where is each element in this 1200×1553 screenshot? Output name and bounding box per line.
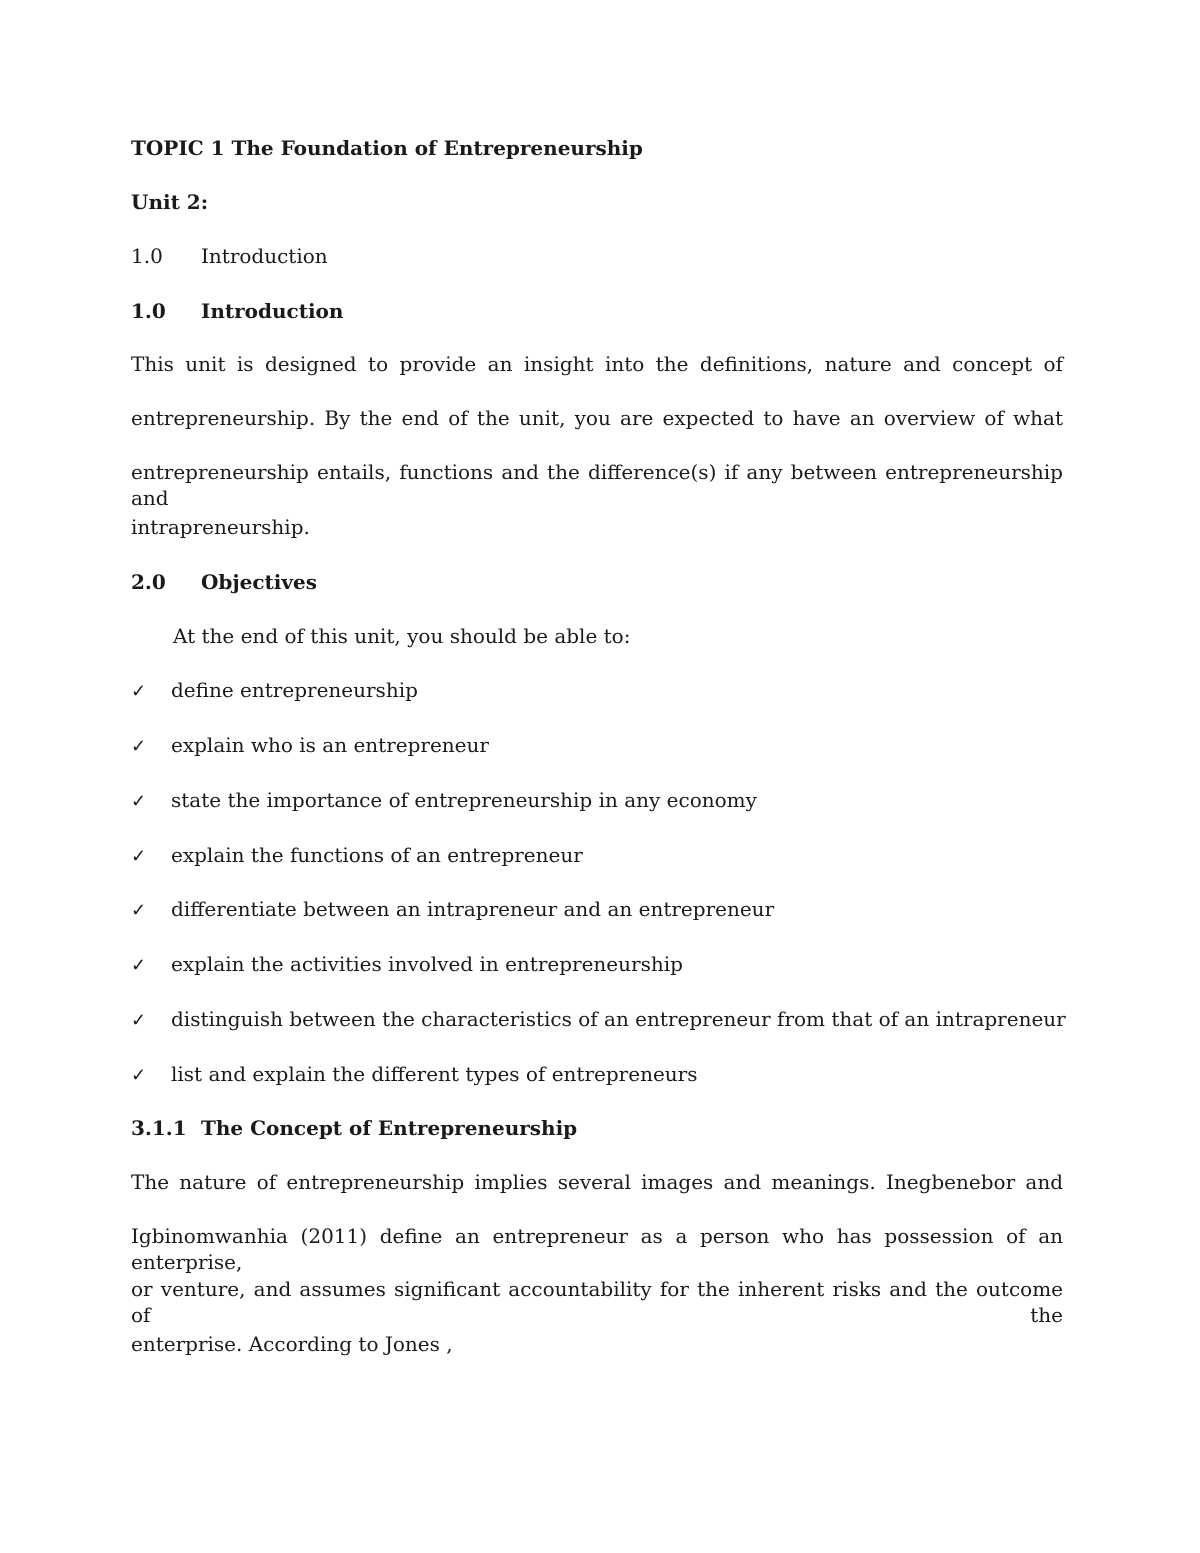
objective-item <box>131 732 489 760</box>
introduction-line: entrepreneurship entails, functions and the difference(s) if any between entrepreneurship and <box>131 460 1063 510</box>
check-bullet-icon: ✓ <box>131 1010 147 1031</box>
objective-item <box>131 896 774 924</box>
toc-label: Introduction <box>201 244 328 268</box>
toc-number: 1.0 <box>131 244 163 268</box>
concept-line: or venture, and assumes significant accountability for the inherent risks and the outcome of the <box>131 1277 1063 1327</box>
check-bullet-icon: ✓ <box>131 791 147 812</box>
check-bullet-icon: ✓ <box>131 1065 147 1086</box>
objectives-heading <box>131 569 1063 595</box>
concept-line: The nature of entrepreneurship implies several images and meanings. Inegbenebor and <box>131 1170 1063 1194</box>
objective-item <box>131 1006 1066 1034</box>
introduction-heading <box>131 298 1063 324</box>
check-bullet-icon: ✓ <box>131 681 147 702</box>
topic-title: TOPIC 1 The Foundation of Entrepreneurship <box>131 136 643 160</box>
introduction-line: entrepreneurship. By the end of the unit, you are expected to have an overview of what <box>131 406 1063 430</box>
objective-text: explain who is an entrepreneur <box>171 733 489 757</box>
check-bullet-icon: ✓ <box>131 900 147 921</box>
objective-item <box>131 842 583 870</box>
unit-label: Unit 2: <box>131 190 209 214</box>
check-bullet-icon: ✓ <box>131 736 147 757</box>
objectives-intro: At the end of this unit, you should be able to: <box>173 624 631 648</box>
objective-item <box>131 787 757 815</box>
introduction-line: This unit is designed to provide an insight into the definitions, nature and concept of <box>131 352 1063 376</box>
section-number: 1.0 <box>131 299 166 323</box>
objective-text: list and explain the different types of entrepreneurs <box>171 1062 698 1086</box>
section-title: The Concept of Entrepreneurship <box>201 1116 578 1140</box>
concept-heading <box>131 1115 1063 1141</box>
objective-item <box>131 1061 697 1089</box>
concept-line: enterprise. According to Jones , <box>131 1332 453 1356</box>
objective-text: state the importance of entrepreneurship in any economy <box>171 788 757 812</box>
objective-item <box>131 951 683 979</box>
objective-text: explain the functions of an entrepreneur <box>171 843 583 867</box>
concept-line: Igbinomwanhia (2011) define an entrepreneur as a person who has possession of an enterprise, <box>131 1224 1063 1274</box>
objective-item <box>131 677 418 705</box>
objective-text: explain the activities involved in entrepreneurship <box>171 952 683 976</box>
toc-entry <box>131 243 1063 269</box>
objective-text: differentiate between an intrapreneur and an entrepreneur <box>171 897 775 921</box>
section-number: 3.1.1 <box>131 1116 187 1140</box>
check-bullet-icon: ✓ <box>131 846 147 867</box>
section-title: Objectives <box>201 570 317 594</box>
objective-text: distinguish between the characteristics of an entrepreneur from that of an intrapreneur <box>171 1007 1066 1031</box>
introduction-line: intrapreneurship. <box>131 515 310 539</box>
check-bullet-icon: ✓ <box>131 955 147 976</box>
section-number: 2.0 <box>131 570 166 594</box>
section-title: Introduction <box>201 299 344 323</box>
objective-text: define entrepreneurship <box>171 678 418 702</box>
